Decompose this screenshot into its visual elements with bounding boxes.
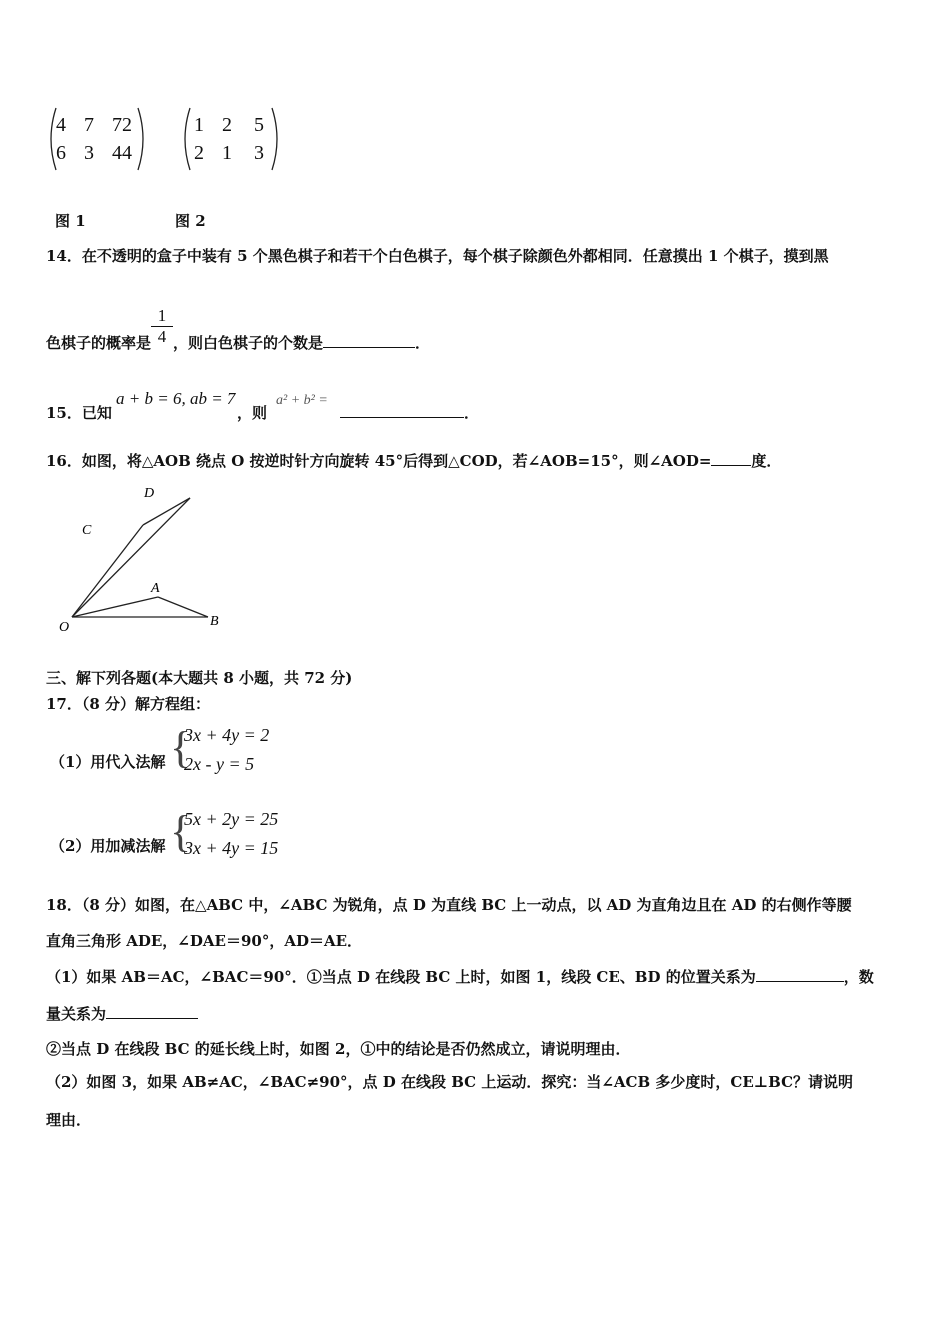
q16-text: 16．如图，将△AOB 绕点 O 按逆时针方向旋转 45°后得到△COD，若∠AOB=15°，则∠AOD= [46,452,712,470]
label-a: A [151,581,160,596]
caption-fig1: 图 1 [55,212,86,230]
q18-line4 [46,1003,198,1024]
matrix-fig1 [46,104,146,174]
label-o: O [59,620,70,635]
q18-line4-prefix: 量关系为 [46,1005,107,1023]
matrix-cell: 7 [84,114,94,136]
q15-answer-blank[interactable] [340,403,464,418]
q14-fraction [151,306,173,347]
q17-part2-label: （2）用加减法解 [50,837,166,855]
q18-position-blank[interactable] [756,967,844,982]
segment-od [72,498,190,617]
q15-prefix: 15．已知 [46,404,112,422]
q14-line2-suffix: ，则白色棋子的个数是 [173,334,324,352]
q14-line2 [46,306,430,356]
q14-end: ． [415,334,431,352]
q15-middle: ，则 [237,404,268,422]
q14-frac-den: 4 [151,326,173,347]
q15-answer-row [340,402,479,423]
q18-line2: 直角三角形 ADE，∠DAE＝90°，AD＝AE． [46,932,363,950]
q17-part1-brace: { [170,723,192,772]
section-title: 三、解下列各题(本大题共 8 小题，共 72 分) [46,669,353,687]
q17-part1-eq2: 2x - y = 5 [184,754,255,774]
matrix-cell: 72 [112,114,132,136]
q17-part2-eq2: 3x + 4y = 15 [184,838,279,858]
matrix-cell: 2 [194,142,204,164]
q16-end: 度． [751,452,782,470]
matrix-cell: 1 [194,114,204,136]
label-b: B [210,614,219,629]
q18-line7: 理由． [46,1111,92,1129]
label-c: C [82,523,92,538]
label-d: D [144,486,155,501]
q18-quantity-blank[interactable] [106,1004,198,1019]
q14-line2-prefix: 色棋子的概率是 [46,334,152,352]
matrix-cell: 44 [112,142,132,164]
q16-figure [50,480,240,640]
q17-part2-brace: { [170,807,192,856]
q15-end: ． [464,404,480,422]
q17-part2-eq1: 5x + 2y = 25 [184,809,279,829]
matrix-cell: 6 [56,142,66,164]
q15-given: a + b = 6, ab = 7 [116,389,236,408]
matrix-cell: 4 [56,114,66,136]
matrix-cell: 3 [254,142,264,164]
q18-line6: （2）如图 3，如果 AB≠AC，∠BAC≠90°，点 D 在线段 BC 上运动．探究：当∠ACB 多少度时，CE⊥BC？请说明 [46,1073,854,1091]
matrix-fig2 [180,104,280,174]
segment-ab [158,597,208,617]
matrix-cell: 2 [222,114,232,136]
matrix-cell: 3 [84,142,94,164]
q16-line [46,450,781,471]
q17-title: 17．（8 分）解方程组： [46,695,211,713]
q14-line1: 14．在不透明的盒子中装有 5 个黑色棋子和若干个白色棋子，每个棋子除颜色外都相同．任意摸出 1 个棋子，摸到黑 [46,247,829,265]
matrix-cell: 1 [222,142,232,164]
q18-line3-prefix: （1）如果 AB＝AC，∠BAC＝90°．①当点 D 在线段 BC 上时，如图 1，线段 CE、BD 的位置关系为 [46,968,756,986]
q14-frac-num: 1 [157,306,167,325]
q16-answer-blank[interactable] [711,451,751,466]
q18-line5: ②当点 D 在线段 BC 的延长线上时，如图 2，①中的结论是否仍然成立，请说明理由． [46,1040,631,1058]
q17-part1-eq1: 3x + 4y = 2 [184,725,270,745]
matrix-cell: 5 [254,114,264,136]
q18-line1: 18．（8 分）如图，在△ABC 中，∠ABC 为锐角，点 D 为直线 BC 上一动点，以 AD 为直角边且在 AD 的右侧作等腰 [46,896,852,914]
q18-line3 [46,966,874,987]
caption-fig2: 图 2 [175,212,206,230]
q14-answer-blank[interactable] [323,333,415,348]
q18-line3-suffix: ，数 [843,968,874,986]
q17-part1-label: （1）用代入法解 [50,753,166,771]
q15-expr: a² + b² = [276,393,328,408]
